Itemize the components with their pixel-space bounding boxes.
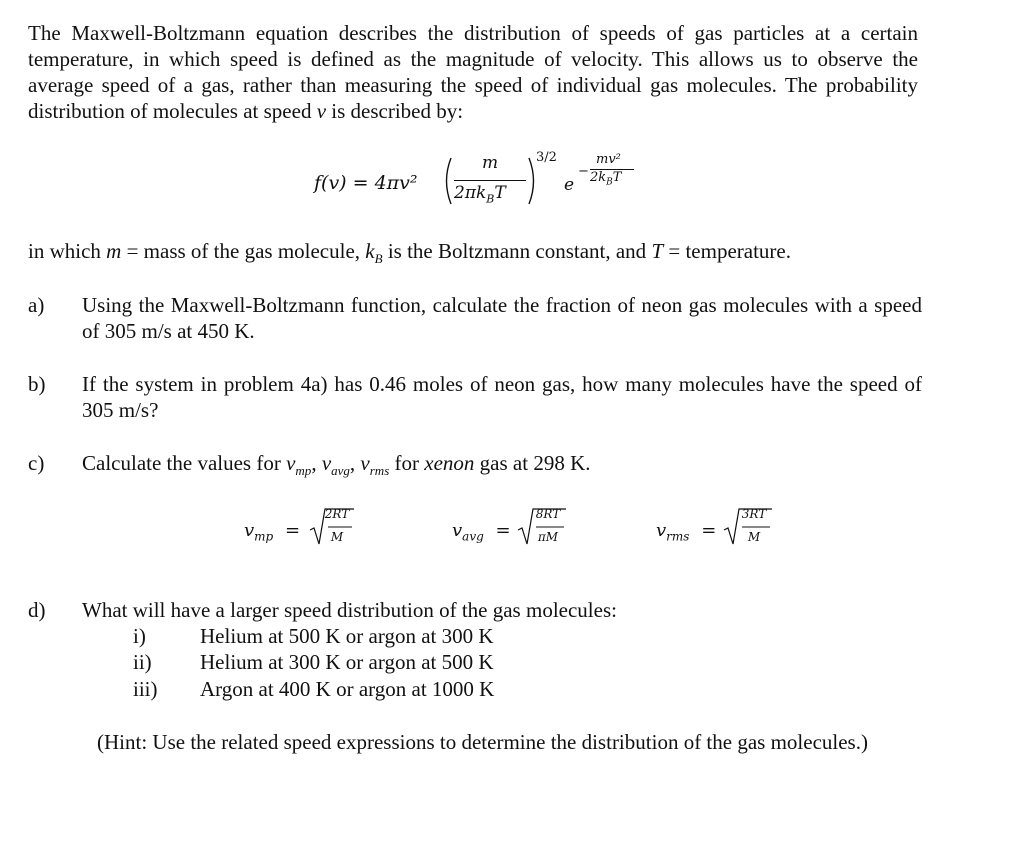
vmp-numerator: 2RT: [324, 507, 350, 521]
question-d-text: What will have a larger speed distribution of the gas molecules:: [82, 598, 617, 622]
question-a-text: Using the Maxwell-Boltzmann function, calculate the fraction of neon gas molecules with a speed of 305 m/s at 450 K.: [82, 293, 922, 343]
question-d-label: d): [28, 598, 46, 622]
speed-variable: v: [316, 99, 327, 123]
question-c-text: Calculate the values for $v_{mp}$, $v_{avg}$, $v_{rms}$ for xenon gas at 298 K.: [82, 451, 591, 479]
hint-text: (Hint: Use the related speed expressions to determine the distribution of the gas molecules.): [97, 730, 868, 754]
vavg-equation: $v_{avg}$ =: [452, 520, 511, 544]
sub-item-iii-text: Argon at 400 K or argon at 1000 K: [200, 677, 495, 701]
question-c-label: c): [28, 451, 45, 475]
sub-item-ii-text: Helium at 300 K or argon at 500 K: [200, 650, 494, 674]
formula-exp-minus: −: [578, 164, 589, 179]
formula-fraction-bar: [454, 180, 526, 181]
formula-numerator: m: [482, 153, 499, 173]
sub-item-ii-label: ii): [133, 650, 152, 674]
intro-text-end: is described by:: [326, 99, 464, 123]
question-b-text: If the system in problem 4a) has 0.46 moles of neon gas, how many molecules have the speed of 305 m/s?: [82, 372, 922, 422]
formula-exp-numerator: mv²: [596, 152, 621, 167]
intro-paragraph: [28, 20, 918, 124]
vrms-equation: $v_{rms}$ =: [656, 520, 717, 544]
intro-text: The Maxwell-Boltzmann equation describes the distribution of speeds of gas particles at a certain temperature, in which speed is defined as the magnitude of velocity. This allows us to observe the average speed of a gas, rather than measuring the speed of individual gas molecules. The probability distribution of molecules at speed: [28, 21, 918, 123]
vrms-denominator: M: [747, 530, 761, 544]
left-paren-icon: [440, 156, 454, 206]
vmp-equation: $v_{mp}$ =: [244, 520, 301, 544]
vavg-denominator: πM: [537, 530, 559, 544]
vrms-numerator: 3RT: [741, 507, 767, 521]
sub-item-i-text: Helium at 500 K or argon at 300 K: [200, 624, 494, 648]
sub-item-i-label: i): [133, 624, 146, 648]
formula-exp-denominator: $2k_BT$: [590, 170, 622, 188]
vmp-denominator: M: [330, 530, 344, 544]
formula-e: e: [564, 175, 575, 195]
maxwell-boltzmann-formula: [314, 150, 654, 210]
sub-item-iii-label: iii): [133, 677, 158, 701]
formula-power: 3/2: [536, 150, 557, 165]
question-b-label: b): [28, 372, 46, 396]
question-a-label: a): [28, 293, 45, 317]
formula-denominator: $2\pi k_BT$: [454, 183, 506, 206]
variable-definitions: in which m = mass of the gas molecule, $k_B$ is the Boltzmann constant, and T = temperature.: [28, 239, 791, 267]
vavg-numerator: 8RT: [535, 507, 561, 521]
formula-lhs: f(v) = 4πv²: [314, 172, 418, 194]
